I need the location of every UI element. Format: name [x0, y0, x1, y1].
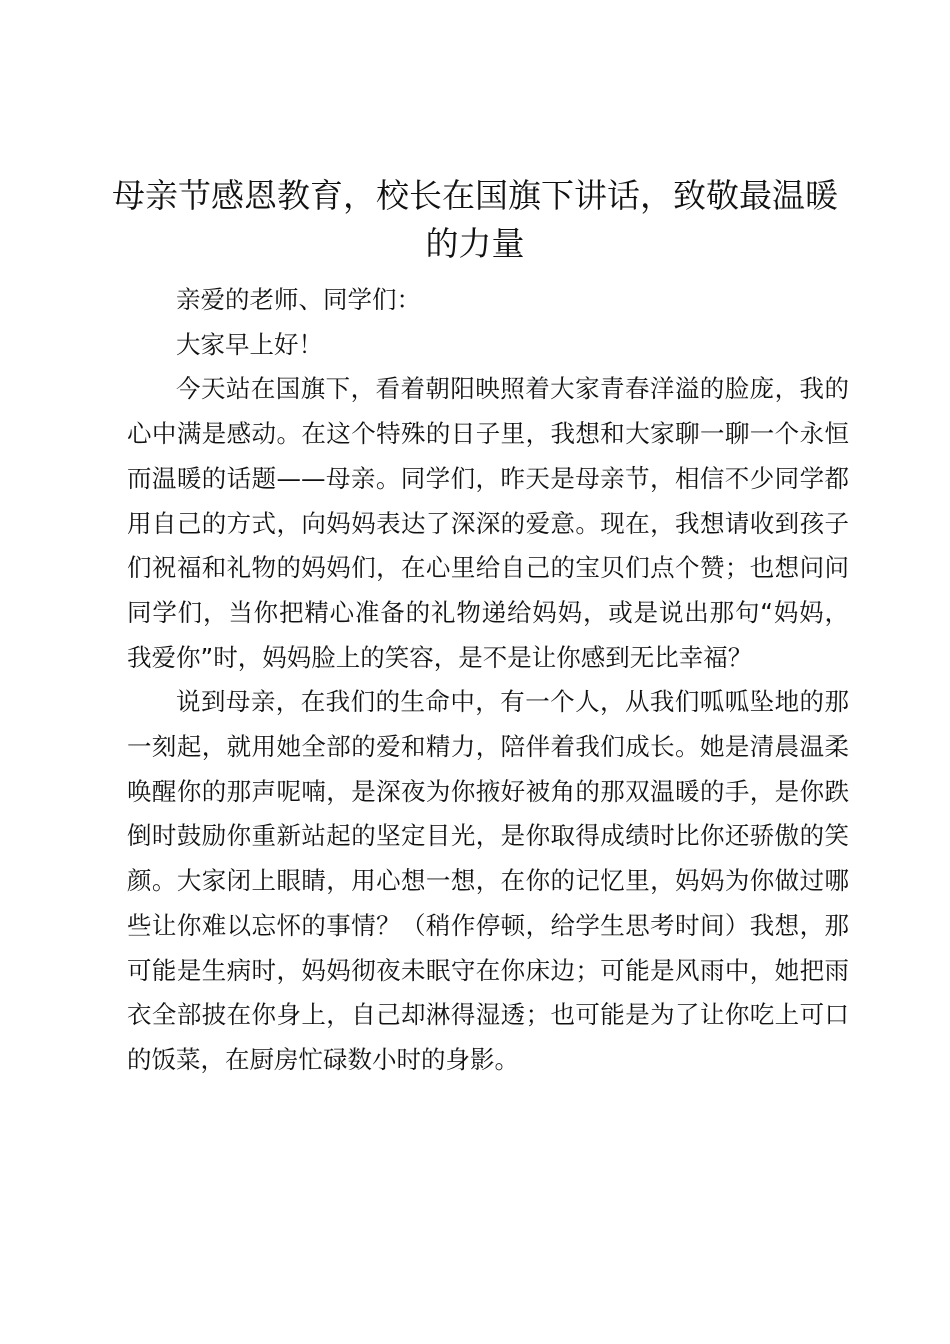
greeting-paragraph: 亲爱的老师、同学们：: [176, 285, 421, 314]
document-body: [127, 278, 849, 1083]
document-title: 母亲节感恩教育，校长在国旗下讲话，致敬最温暖的力量: [112, 176, 838, 263]
salutation-paragraph: 大家早上好！: [176, 329, 323, 359]
body-paragraph: 说到母亲，在我们的生命中，有一个人，从我们呱呱坠地的那一刻起，就用她全部的爱和精力，陪伴着我们成长。她是清晨温柔唤醒你的那声呢喃，是深夜为你掖好被角的那双温暖的手，是你跌倒时鼓励你重新站起的坚定目光，是你取得成绩时比你还骄傲的笑颜。大家闭上眼睛，用心想一想，在你的记忆里，妈妈为你做过哪些让你难以忘怀的事情？（稍作停顿，给学生思考时间）我想，那可能是生病时，妈妈彻夜未眠守在你床边；可能是风雨中，她把雨衣全部披在你身上，自己却淋得湿透；也可能是为了让你吃上可口的饭菜，在厨房忙碌数小时的身影。: [127, 687, 849, 1074]
body-paragraph: 今天站在国旗下，看着朝阳映照着大家青春洋溢的脸庞，我的心中满是感动。在这个特殊的日子里，我想和大家聊一聊一个永恒而温暖的话题——母亲。同学们，昨天是母亲节，相信不少同学都用自己的方式，向妈妈表达了深深的爱意。现在，我想请收到孩子们祝福和礼物的妈妈们，在心里给自己的宝贝们点个赞；也想问问同学们，当你把精心准备的礼物递给妈妈，或是说出那句“妈妈，我爱你”时，妈妈脸上的笑容，是不是让你感到无比幸福？: [127, 374, 849, 672]
